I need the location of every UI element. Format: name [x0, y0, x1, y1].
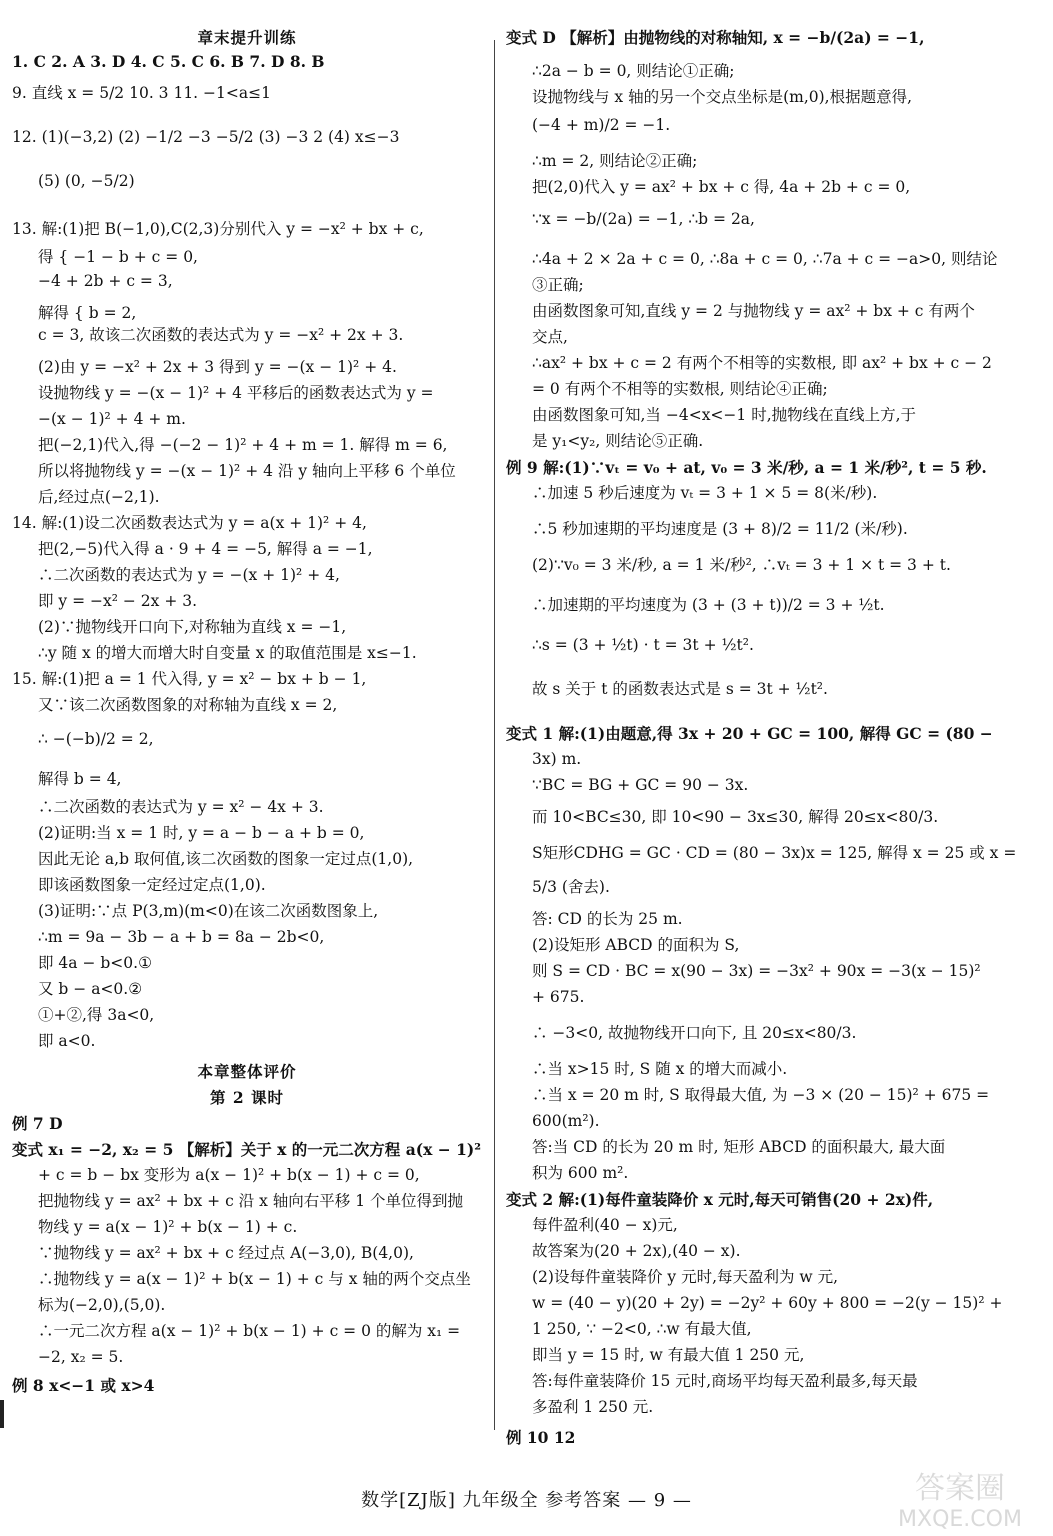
left-line: 所以将抛物线 y = −(x − 1)² + 4 沿 y 轴向上平移 6 个单位 [38, 462, 456, 480]
right-line: 把(2,0)代入 y = ax² + bx + c 得, 4a + 2b + c = 0, [532, 178, 911, 196]
right-line: 1 250, ∵ −2<0, ∴w 有最大值, [532, 1320, 752, 1338]
right-line: 故 s 关于 t 的函数表达式是 s = 3t + ½t². [532, 680, 828, 698]
left-line: ∴m = 9a − 3b − a + b = 8a − 2b<0, [38, 928, 325, 946]
right-column [506, 30, 1036, 1456]
right-line: ∴当 x>15 时, S 随 x 的增大而减小. [532, 1060, 788, 1078]
left-line: −(x − 1)² + 4 + m. [38, 410, 186, 428]
right-line: w = (40 − y)(20 + 2y) = −2y² + 60y + 800 = −2(y − 15)² + [532, 1294, 1003, 1312]
right-line: 积为 600 m². [532, 1164, 629, 1182]
left-line: 把(−2,1)代入,得 −(−2 − 1)² + 4 + m = 1. 解得 m = 6, [38, 436, 448, 454]
left-line: (2)由 y = −x² + 2x + 3 得到 y = −(x − 1)² + 4. [38, 358, 397, 376]
margin-mark [0, 1400, 4, 1428]
left-line: ①+②,得 3a<0, [38, 1006, 155, 1024]
right-line: ∴ax² + bx + c = 2 有两个不相等的实数根, 即 ax² + bx + c − 2 [532, 354, 992, 372]
left-line: −4 + 2b + c = 3, [38, 272, 173, 290]
left-line: 变式 x₁ = −2, x₂ = 5 【解析】关于 x 的一元二次方程 a(x − 1)² [12, 1140, 481, 1159]
right-line: + 675. [532, 988, 585, 1006]
left-line: (5) (0, −5/2) [38, 172, 135, 190]
left-line: 解得 { b = 2, [38, 304, 137, 322]
left-line: 解得 b = 4, [38, 770, 122, 788]
left-line: 把抛物线 y = ax² + bx + c 沿 x 轴向右平移 1 个单位得到抛 [38, 1192, 463, 1210]
right-line: (−4 + m)/2 = −1. [532, 116, 671, 134]
right-line: ∴ −3<0, 故抛物线开口向下, 且 20≤x<80/3. [532, 1024, 857, 1042]
right-line: 由函数图象可知,当 −4<x<−1 时,抛物线在直线上方,于 [532, 406, 917, 424]
right-line: 5/3 (舍去). [532, 878, 610, 896]
right-line: 则 S = CD · BC = x(90 − 3x) = −3x² + 90x = −3(x − 15)² [532, 962, 981, 980]
right-line: ∴2a − b = 0, 则结论①正确; [532, 62, 735, 80]
right-line: 每件盈利(40 − x)元, [532, 1216, 678, 1234]
left-line: 本章整体评价 [197, 1062, 297, 1081]
left-line: 即 a<0. [38, 1032, 96, 1050]
left-line: 例 7 D [12, 1114, 63, 1133]
right-line: ③正确; [532, 276, 584, 294]
left-line: 第 2 课时 [209, 1088, 285, 1107]
left-column [12, 30, 482, 1404]
left-line: 1. C 2. A 3. D 4. C 5. C 6. B 7. D 8. B [12, 52, 325, 71]
right-line: 例 10 12 [506, 1428, 576, 1447]
column-divider [494, 40, 495, 1430]
left-line: 例 8 x<−1 或 x>4 [12, 1376, 155, 1395]
right-line: 而 10<BC≤30, 即 10<90 − 3x≤30, 解得 20≤x<80/3. [532, 808, 939, 826]
right-line: 答: CD 的长为 25 m. [532, 910, 683, 928]
left-line: 把(2,−5)代入得 a · 9 + 4 = −5, 解得 a = −1, [38, 540, 373, 558]
left-line: 12. (1)(−3,2) (2) −1/2 −3 −5/2 (3) −3 2 (4) x≤−3 [12, 128, 400, 146]
left-line: ∵抛物线 y = ax² + bx + c 经过点 A(−3,0), B(4,0), [38, 1244, 414, 1262]
left-line: (2)证明:当 x = 1 时, y = a − b − a + b = 0, [38, 824, 365, 842]
right-line: 答:每件童装降价 15 元时,商场平均每天盈利最多,每天最 [532, 1372, 918, 1390]
right-line: ∴5 秒加速期的平均速度是 (3 + 8)/2 = 11/2 (米/秒). [532, 520, 908, 538]
right-line: 多盈利 1 250 元. [532, 1398, 654, 1416]
left-line: −2, x₂ = 5. [38, 1348, 124, 1366]
right-line: ∴m = 2, 则结论②正确; [532, 152, 698, 170]
left-line: 即 y = −x² − 2x + 3. [38, 592, 198, 610]
left-line: 章末提升训练 [197, 28, 297, 47]
right-line: 变式 2 解:(1)每件童装降价 x 元时,每天可销售(20 + 2x)件, [506, 1190, 934, 1209]
right-line: 即当 y = 15 时, w 有最大值 1 250 元, [532, 1346, 805, 1364]
left-line: (2)∵抛物线开口向下,对称轴为直线 x = −1, [38, 618, 347, 636]
right-line: ∴s = (3 + ½t) · t = 3t + ½t². [532, 636, 754, 654]
left-line: 又 b − a<0.② [38, 980, 143, 998]
right-line: S矩形CDHG = GC · CD = (80 − 3x)x = 125, 解得 x = 25 或 x = [532, 844, 1017, 862]
left-line: (3)证明:∵点 P(3,m)(m<0)在该二次函数图象上, [38, 902, 379, 920]
left-line: ∴二次函数的表达式为 y = x² − 4x + 3. [38, 798, 324, 816]
right-line: (2)∵v₀ = 3 米/秒, a = 1 米/秒², ∴vₜ = 3 + 1 × t = 3 + t. [532, 556, 951, 574]
right-line: 例 9 解:(1)∵vₜ = v₀ + at, v₀ = 3 米/秒, a = 1 米/秒², t = 5 秒. [506, 458, 987, 477]
right-line: 变式 1 解:(1)由题意,得 3x + 20 + GC = 100, 解得 GC = (80 − [506, 724, 993, 743]
left-line: ∴一元二次方程 a(x − 1)² + b(x − 1) + c = 0 的解为 x₁ = [38, 1322, 461, 1340]
left-line: 即 4a − b<0.① [38, 954, 152, 972]
right-line: 3x) m. [532, 750, 582, 768]
right-line: 600(m²). [532, 1112, 600, 1130]
right-line: ∴当 x = 20 m 时, S 取得最大值, 为 −3 × (20 − 15)² + 675 = [532, 1086, 990, 1104]
left-line: ∴抛物线 y = a(x − 1)² + b(x − 1) + c 与 x 轴的两个交点坐 [38, 1270, 471, 1288]
left-line: ∴ −(−b)/2 = 2, [38, 730, 154, 748]
left-line: 9. 直线 x = 5/2 10. 3 11. −1<a≤1 [12, 84, 271, 102]
right-line: 设抛物线与 x 轴的另一个交点坐标是(m,0),根据题意得, [532, 88, 913, 106]
watermark-text: 答案圈 [915, 1471, 1005, 1506]
left-line: 因此无论 a,b 取何值,该二次函数的图象一定过点(1,0), [38, 850, 414, 868]
watermark-logo [880, 1466, 1040, 1532]
right-line: 答:当 CD 的长为 20 m 时, 矩形 ABCD 的面积最大, 最大面 [532, 1138, 946, 1156]
right-line: 是 y₁<y₂, 则结论⑤正确. [532, 432, 704, 450]
left-line: 标为(−2,0),(5,0). [38, 1296, 166, 1314]
watermark-url: MXQE.COM [898, 1507, 1022, 1532]
left-line: ∴y 随 x 的增大而增大时自变量 x 的取值范围是 x≤−1. [38, 644, 417, 662]
left-line: c = 3, 故该二次函数的表达式为 y = −x² + 2x + 3. [38, 326, 404, 344]
left-line: 即该函数图象一定经过定点(1,0). [38, 876, 266, 894]
right-line: (2)设每件童装降价 y 元时,每天盈利为 w 元, [532, 1268, 839, 1286]
right-line: 变式 D 【解析】由抛物线的对称轴知, x = −b/(2a) = −1, [506, 28, 925, 47]
right-line: ∵BC = BG + GC = 90 − 3x. [532, 776, 749, 794]
left-line: 得 { −1 − b + c = 0, [38, 248, 198, 266]
right-line: (2)设矩形 ABCD 的面积为 S, [532, 936, 740, 954]
right-line: 由函数图象可知,直线 y = 2 与抛物线 y = ax² + bx + c 有两个 [532, 302, 975, 320]
right-line: ∴加速 5 秒后速度为 vₜ = 3 + 1 × 5 = 8(米/秒). [532, 484, 878, 502]
left-line: 物线 y = a(x − 1)² + b(x − 1) + c. [38, 1218, 298, 1236]
left-line: 设抛物线 y = −(x − 1)² + 4 平移后的函数表达式为 y = [38, 384, 434, 402]
left-line: 后,经过点(−2,1). [38, 488, 160, 506]
right-line: = 0 有两个不相等的实数根, 则结论④正确; [532, 380, 828, 398]
right-line: ∵x = −b/(2a) = −1, ∴b = 2a, [532, 210, 755, 228]
left-line: + c = b − bx 变形为 a(x − 1)² + b(x − 1) + c = 0, [38, 1166, 420, 1184]
left-line: 13. 解:(1)把 B(−1,0),C(2,3)分别代入 y = −x² + bx + c, [12, 220, 424, 238]
left-line: ∴二次函数的表达式为 y = −(x + 1)² + 4, [38, 566, 340, 584]
right-line: 故答案为(20 + 2x),(40 − x). [532, 1242, 741, 1260]
right-line: ∴加速期的平均速度为 (3 + (3 + t))/2 = 3 + ½t. [532, 596, 885, 614]
left-line: 15. 解:(1)把 a = 1 代入得, y = x² − bx + b − 1, [12, 670, 367, 688]
right-line: ∴4a + 2 × 2a + c = 0, ∴8a + c = 0, ∴7a + c = −a>0, 则结论 [532, 250, 998, 268]
left-line: 又∵该二次函数图象的对称轴为直线 x = 2, [38, 696, 338, 714]
page-footer: 数学[ZJ版] 九年级全 参考答案 — 9 — [361, 1490, 692, 1511]
left-line: 14. 解:(1)设二次函数表达式为 y = a(x + 1)² + 4, [12, 514, 367, 532]
right-line: 交点, [532, 328, 568, 346]
